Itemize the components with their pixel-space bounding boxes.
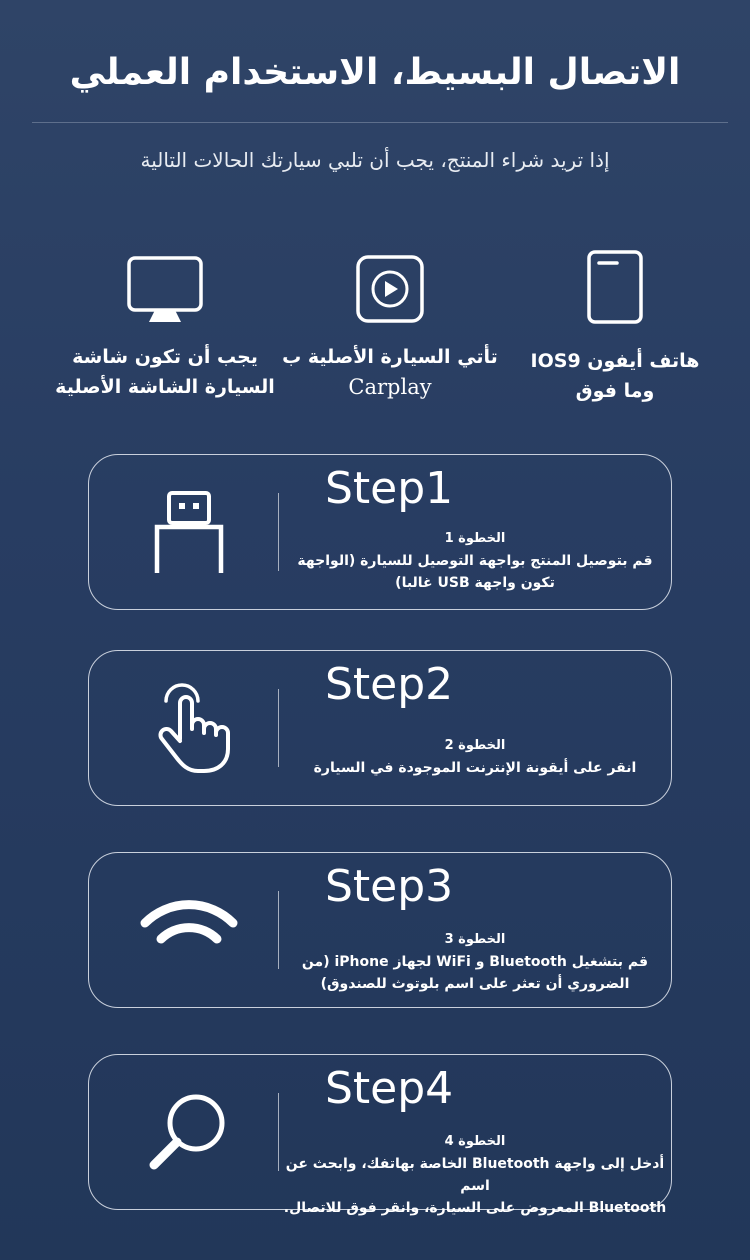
step-text-line: انقر على أيقونة الإنترنت الموجودة في السيارة	[313, 760, 637, 776]
step-text-line: Bluetooth المعروض على السيارة، وانقر فوق للاتصال.	[283, 1200, 667, 1216]
step-text-line: الضروري أن تعثر على اسم بلوتوث للصندوق)	[320, 976, 630, 992]
requirement-carplay-line1: تأتي السيارة الأصلية ب	[282, 346, 498, 368]
requirement-screen	[50, 250, 280, 402]
step-title: Step2	[325, 659, 454, 710]
step-heading: الخطوة 3	[444, 932, 506, 947]
step-text-line: قم بتوصيل المنتج بواجهة التوصيل للسيارة (الواجهة	[297, 553, 653, 569]
page-subtitle: إذا تريد شراء المنتج، يجب أن تلبي سيارتك الحالات التالية	[140, 148, 610, 172]
requirement-phone-line2: وما فوق	[575, 380, 655, 402]
step-title: Step4	[325, 1063, 454, 1114]
wifi-icon	[139, 887, 239, 977]
phone-icon	[585, 250, 645, 326]
car-screen-icon	[125, 254, 205, 326]
requirement-phone-line1: هاتف أيفون IOS9	[530, 350, 700, 372]
step-card-4	[88, 1054, 672, 1216]
requirement-carplay	[275, 250, 505, 402]
step-heading: الخطوة 4	[444, 1134, 506, 1149]
carplay-icon	[355, 254, 425, 324]
touch-hand-icon	[144, 679, 234, 775]
step-heading: الخطوة 1	[444, 531, 506, 546]
search-icon	[144, 1087, 234, 1177]
step-heading: الخطوة 2	[444, 738, 506, 753]
step-card-3	[88, 852, 672, 1008]
step-title: Step3	[325, 861, 454, 912]
page-title: الاتصال البسيط، الاستخدام العملي	[69, 52, 681, 93]
requirement-phone	[500, 250, 730, 406]
step-text-line: أدخل إلى واجهة Bluetooth الخاصة بهاتفك، وابحث عن اسم	[285, 1156, 665, 1194]
step-card-1	[88, 454, 672, 610]
requirement-screen-line1: يجب أن تكون شاشة	[72, 346, 258, 368]
step-text-line: قم بتشغيل Bluetooth و WiFi لجهاز iPhone (من	[301, 954, 649, 970]
usb-icon	[147, 487, 231, 577]
step-card-2	[88, 650, 672, 806]
title-divider	[32, 122, 728, 123]
step-text-line: تكون واجهة USB غالبا)	[395, 575, 555, 591]
step-title: Step1	[325, 463, 454, 514]
requirement-carplay-line2: Carplay	[348, 375, 432, 399]
requirement-screen-line2: السيارة الشاشة الأصلية	[55, 376, 275, 398]
